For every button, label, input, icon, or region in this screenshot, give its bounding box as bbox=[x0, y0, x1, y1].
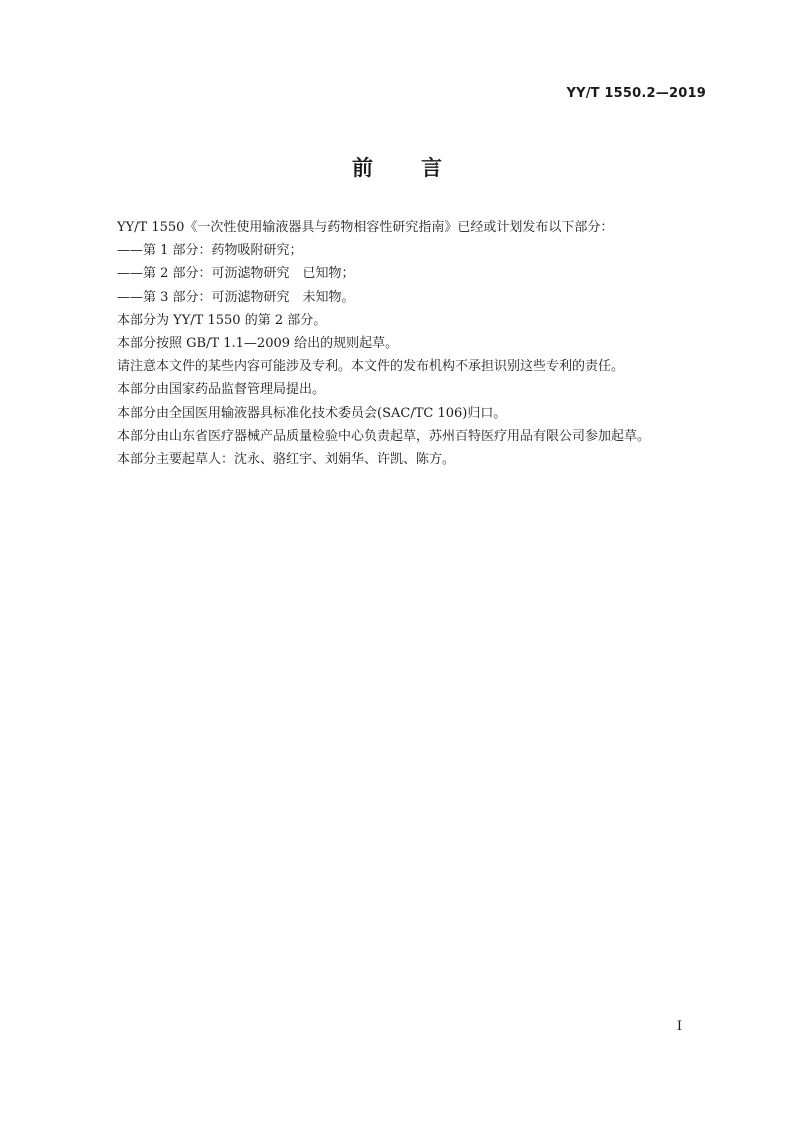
list-item-part-3: ——第 3 部分：可沥滤物研究 未知物。 bbox=[117, 289, 355, 305]
paragraph-drafting-rules: 本部分按照 GB/T 1.1—2009 给出的规则起草。 bbox=[117, 336, 399, 352]
foreword-body bbox=[117, 216, 697, 471]
page-title: 前言 bbox=[352, 156, 490, 180]
paragraph-drafters: 本部分主要起草人：沈永、骆红宇、刘娟华、许凯、陈方。 bbox=[117, 452, 456, 468]
standard-number: YY/T 1550.2—2019 bbox=[566, 86, 706, 101]
list-item-part-1: ——第 1 部分：药物吸附研究； bbox=[117, 243, 303, 259]
list-item-part-2: ——第 2 部分：可沥滤物研究 已知物； bbox=[117, 266, 355, 282]
paragraph-drafting-organizations: 本部分由山东省医疗器械产品质量检验中心负责起草，苏州百特医疗用品有限公司参加起草。 bbox=[117, 428, 651, 444]
paragraph-proposed-by: 本部分由国家药品监督管理局提出。 bbox=[117, 382, 326, 398]
paragraph-series-intro: YY/T 1550《一次性使用输液器具与药物相容性研究指南》已经或计划发布以下部分： bbox=[117, 220, 614, 235]
paragraph-patent-notice: 请注意本文件的某些内容可能涉及专利。本文件的发布机构不承担识别这些专利的责任。 bbox=[117, 359, 625, 375]
paragraph-managed-by: 本部分由全国医用输液器具标准化技术委员会(SAC/TC 106)归口。 bbox=[117, 405, 507, 421]
paragraph-part-statement: 本部分为 YY/T 1550 的第 2 部分。 bbox=[117, 312, 327, 328]
page-number: I bbox=[676, 1019, 682, 1034]
